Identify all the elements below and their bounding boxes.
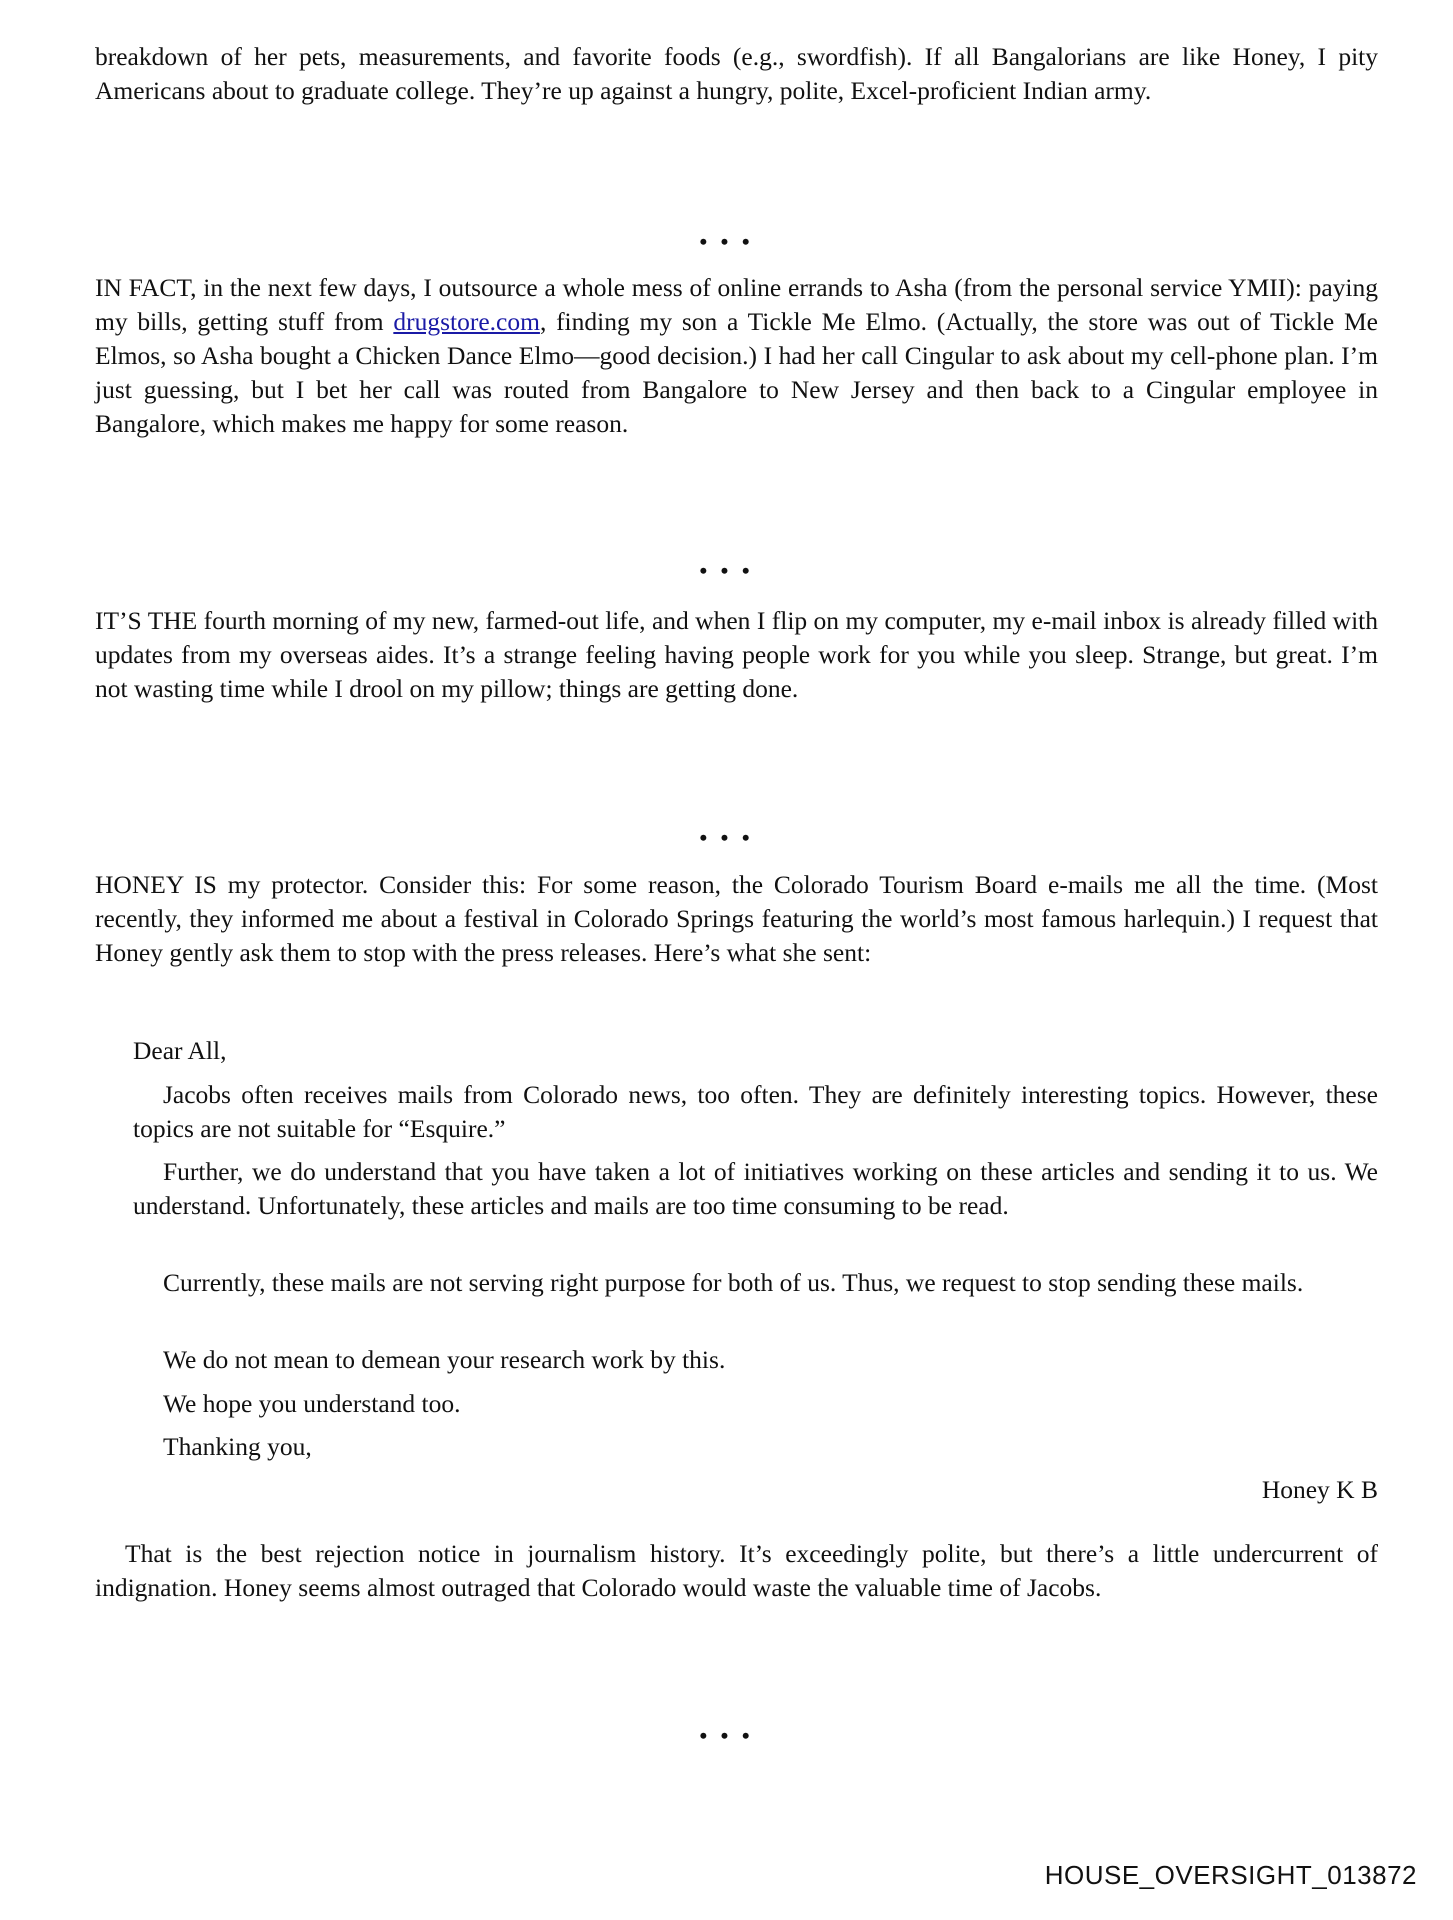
paragraph-outsourcing-errands xyxy=(95,271,1378,441)
paragraph-rejection-notice: That is the best rejection notice in journalism history. It’s exceedingly polite, but there’s a little undercurrent of indignation. Honey seems almost outraged that Colorado would waste the valuable time of Jacobs. xyxy=(95,1539,1378,1602)
section-separator: • • • xyxy=(699,558,754,583)
paragraph-fourth-morning: IT’S THE fourth morning of my new, farmed-out life, and when I flip on my computer, my e-mail inbox is already filled with updates from my overseas aides. It’s a strange feeling having people work for you while you sleep. Strange, but great. I’m not wasting time while I drool on my pillow; things are getting done. xyxy=(95,606,1378,703)
section-separator: • • • xyxy=(699,825,754,850)
paragraph-honey-protector: HONEY IS my protector. Consider this: For some reason, the Colorado Tourism Board e-mails me all the time. (Most recently, they informed me about a festival in Colorado Springs featuring the world’s most famous harlequin.) I request that Honey gently ask them to stop with the press releases. Here’s what she sent: xyxy=(95,870,1378,967)
letter-signature: Honey K B xyxy=(1261,1475,1378,1504)
bates-number: HOUSE_OVERSIGHT_013872 xyxy=(1044,1860,1417,1890)
paragraph-honey-summary: breakdown of her pets, measurements, and favorite foods (e.g., swordfish). If all Bangalorians are like Honey, I pity Americans about to graduate college. They’re up against a hungry, polite, Excel-proficient Indian army. xyxy=(95,42,1378,105)
letter-paragraph: Jacobs often receives mails from Colorado news, too often. They are definitely interesting topics. However, these topics are not suitable for “Esquire.” xyxy=(133,1080,1378,1143)
letter-salutation: Dear All, xyxy=(133,1036,227,1065)
letter-paragraph: We hope you understand too. xyxy=(163,1389,461,1418)
letter-paragraph: Further, we do understand that you have taken a lot of initiatives working on these articles and sending it to us. We understand. Unfortunately, these articles and mails are too time consuming to be read. xyxy=(133,1157,1378,1220)
letter-paragraph: We do not mean to demean your research work by this. xyxy=(163,1345,726,1374)
text: , finding my son a Tickle Me Elmo. (Actually, the store was out of Tickle Me Elmos, so Asha bought a Chicken Dance Elmo—good decision.) I had her call Cingular to ask about my cell-phone plan. I’m just guessing, but I bet her call was routed from Bangalore to New Jersey and then back to a Cingular employee in Bangalore, which makes me happy for some reason. xyxy=(95,307,1378,438)
drugstore-link[interactable]: drugstore.com xyxy=(393,307,540,336)
text: IN FACT, in the next few days, I outsource a whole mess of online errands to Asha (from the personal service YMII): paying my bills, getting stuff from xyxy=(95,273,1378,336)
section-separator: • • • xyxy=(699,229,754,254)
letter-closing: Thanking you, xyxy=(163,1432,312,1461)
letter-paragraph: Currently, these mails are not serving right purpose for both of us. Thus, we request to stop sending these mails. xyxy=(163,1268,1304,1297)
section-separator: • • • xyxy=(699,1723,754,1748)
